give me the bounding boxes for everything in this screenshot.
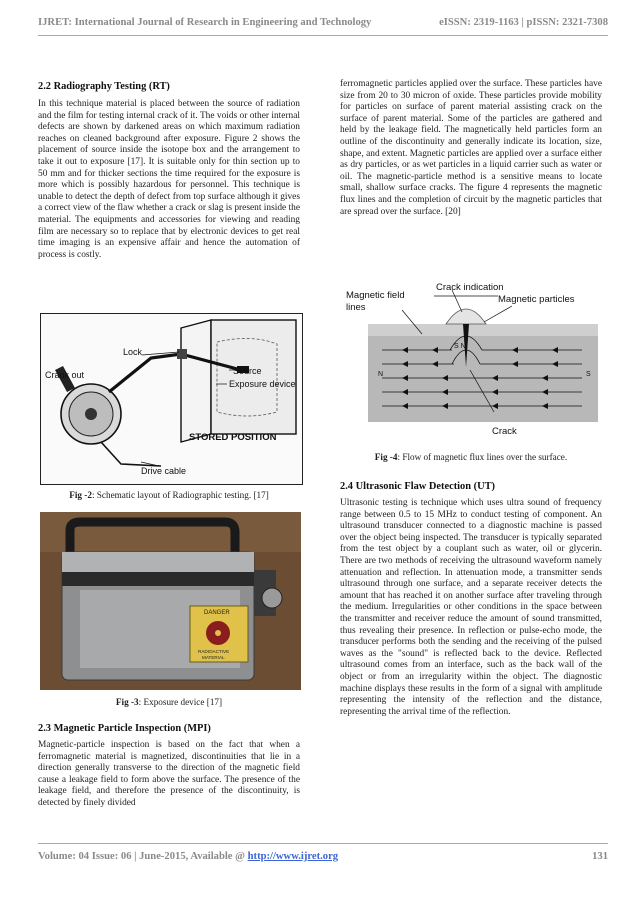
label-lines: lines: [346, 302, 366, 313]
issn: eISSN: 2319-1163 | pISSN: 2321-7308: [439, 17, 608, 28]
fig2-label: Fig -2: [69, 490, 92, 500]
label-sn: S N: [454, 343, 466, 350]
label-exposure: Exposure device: [229, 379, 296, 389]
figure-4-flux: [342, 272, 600, 442]
footer-volume: [38, 851, 338, 862]
header-divider: [38, 35, 608, 36]
label-danger: DANGER: [204, 610, 230, 616]
page-number: 131: [592, 851, 608, 862]
figure-2-schematic: [40, 313, 303, 485]
label-source: Source: [233, 366, 262, 376]
left-column: [38, 80, 300, 261]
radiography-schematic: [41, 314, 302, 484]
mpi-section-right: [340, 79, 602, 218]
figure-3-caption: [38, 697, 300, 707]
label-crank: Crank out: [45, 370, 85, 380]
label-material: MATERIAL: [202, 655, 225, 660]
figure-2-caption: [38, 490, 300, 500]
running-header: [38, 17, 608, 33]
journal-name: IJRET: International Journal of Research in Engineering and Technology: [38, 17, 372, 28]
exposure-device-photo: [40, 512, 301, 690]
label-n: N: [378, 371, 384, 378]
footer-divider: [38, 843, 608, 844]
ferromagnetic-block: [368, 324, 598, 422]
fig4-label: Fig -4: [374, 452, 398, 462]
fig4-caption-text: : Flow of magnetic flux lines over the surface.: [397, 452, 568, 462]
label-stored: STORED POSITION: [189, 432, 277, 443]
rt-paragraph: In this technique material is placed between the source of radiation and the film for testing internal crack of it. The voids or other internal defects are shown by darkened areas on which maximum radiation reaches on cleaned background after exposure. Figure 2 shows the placement of source inside the isotope box and the arrangement to take it out to exposure [17]. It is suitable only for thin section up to 50 mm and for thicker sections the time required for the exposure is more which is possibly hazardous for personnel. This technique is unable to detect the depth of defect from top surface although it gives a correct view of the flaw whether a crack or slag is present inside the material. The equipments and accessories for viewing and reading film are necessary so to replace that by electronic devices to get real time imaging is an expensive affair and hence the automation of process is costly.: [38, 99, 300, 260]
section-heading-ut: 2.4 Ultrasonic Flaw Detection (UT): [340, 481, 495, 492]
label-cable: Drive cable: [141, 466, 187, 476]
running-footer: [38, 851, 608, 865]
mpi-paragraph: Magnetic-particle inspection is based on the fact that when a ferromagnetic material is magnetized, discontinuities that lie in a direction generally transverse to the direction of the magnetic field cause a leakage field to form above the surface. The presence of the leakage field, and therefore the presence of the discontinuity, is detected by finely divided: [38, 740, 300, 808]
label-crack-indication: Crack indication: [436, 282, 504, 293]
fig3-caption-text: : Exposure device [17]: [138, 697, 223, 707]
footer-volume-text: Volume: 04 Issue: 06 | June-2015, Available @: [38, 851, 248, 862]
mpi-section-left: [38, 722, 300, 810]
label-lock: Lock: [123, 347, 143, 357]
section-heading-rt: 2.2 Radiography Testing (RT): [38, 81, 170, 92]
flux-diagram: [342, 272, 600, 442]
figure-3-photo: [40, 512, 301, 690]
label-radioactive: RADIOACTIVE: [198, 649, 230, 654]
exposure-box-side: [181, 320, 211, 442]
journal-url-link[interactable]: http://www.ijret.org: [247, 851, 339, 862]
section-heading-mpi: 2.3 Magnetic Particle Inspection (MPI): [38, 723, 211, 734]
label-field-lines: Magnetic field: [346, 290, 405, 301]
figure-4-caption: [340, 452, 602, 462]
fig3-label: Fig -3: [115, 697, 139, 707]
label-crack: Crack: [492, 426, 517, 437]
label-s: S: [586, 371, 591, 378]
label-magnetic-particles: Magnetic particles: [498, 294, 575, 305]
fig2-caption-text: : Schematic layout of Radiographic testing. [17]: [91, 490, 269, 500]
ut-paragraph: Ultrasonic testing is technique which uses ultra sound of frequency range between 0.5 to 15 MHz to conduct testing of component. An ultrasound transducer connected to a diagnostic machine is passed over the object being inspected. The transducer is typically separated from the test object by a couplant such as water, oil or glycerin. There are two methods of receiving the ultrasound waveform namely attenuation and reflection. In attenuation mode, a transmitter sends ultrasound through one surface, and a separate receiver detects the amount that has reached it on another surface after traveling through the medium. Irregularities or other conditions in the space between the transmitter and receiver reduce the amount of sound transmitted, thus revealing their presence. In reflection or pulse-echo mode, the transducer performs both the sending and the receiving of the pulsed waves as the "sound" is reflected back to the device. Reflected ultrasound comes from an interface, such as the back wall of the object or from an irregularity within the object. The diagnostic machine displays these results in the form of a signal with amplitude representing the intensity of the reflection and the distance, representing the arrival time of the reflection.: [340, 498, 602, 717]
ut-section: [340, 480, 602, 718]
mpi-paragraph-continued: ferromagnetic particles applied over the surface. These particles have size from 20 to 30 micron of oxide. These particles provide mobility for particles on surface of parent material assisting crack on the surface of parent material. Some of the particles are gathered and held by the leakage field. The magnetically held particles form an outline of the discontinuity and generally indicate its location, size, shape, and extent. Magnetic particles are applied over a surface either as dry particles, or as wet particles in a liquid carrier such as water or oil. The magnetic-particle method is a sensitive means to locate small, shallow surface cracks. The figure 4 represents the magnetic flux lines and the completion of circuit by the magnetic particles that are spread over the surface. [20]: [340, 79, 602, 217]
exposure-box: [211, 320, 296, 434]
